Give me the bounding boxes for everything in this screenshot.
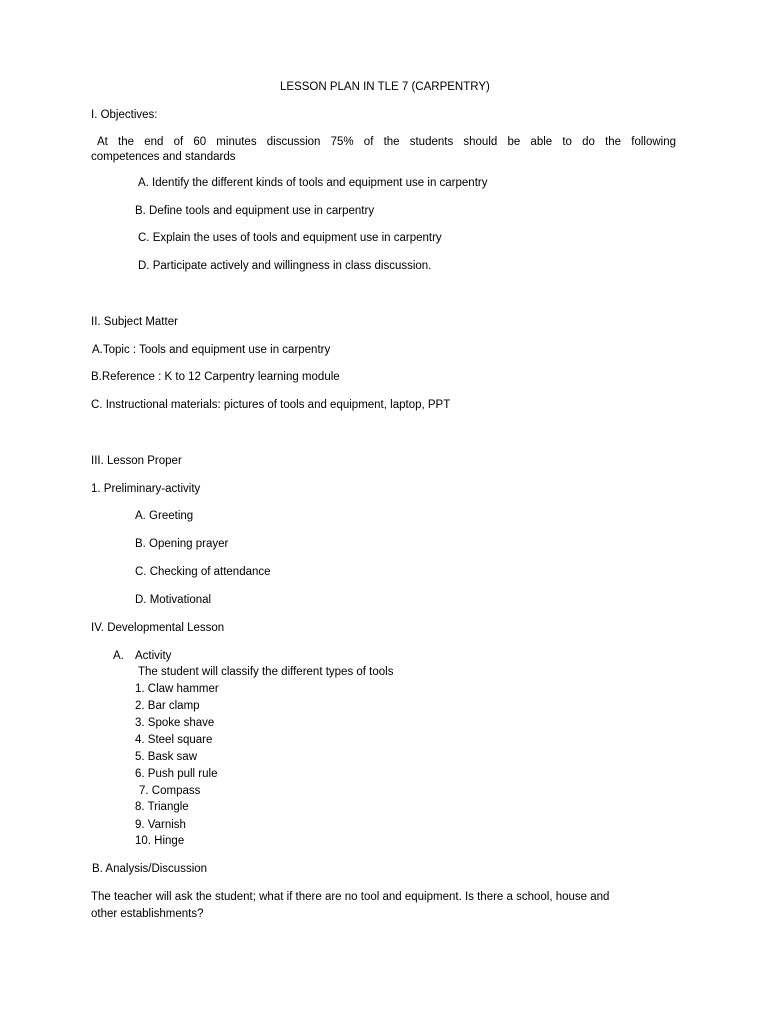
- preliminary-item: B. Opening prayer: [135, 538, 229, 550]
- tool-item: 9. Varnish: [135, 819, 186, 831]
- subject-materials: C. Instructional materials: pictures of tools and equipment, laptop, PPT: [91, 399, 451, 411]
- tool-item: 8. Triangle: [135, 801, 189, 813]
- developmental-heading: IV. Developmental Lesson: [91, 622, 225, 634]
- tool-item: 2. Bar clamp: [135, 700, 200, 712]
- tool-item: 3. Spoke shave: [135, 717, 215, 729]
- document-title: LESSON PLAN IN TLE 7 (CARPENTRY): [280, 81, 490, 93]
- subject-reference: B.Reference : K to 12 Carpentry learning module: [91, 371, 340, 383]
- tool-item: 1. Claw hammer: [135, 683, 219, 695]
- preliminary-item: D. Motivational: [135, 594, 212, 606]
- analysis-question-line1: The teacher will ask the student; what if there are no tool and equipment. Is there a school, house and: [91, 891, 610, 903]
- objective-item: D. Participate actively and willingness in class discussion.: [138, 260, 432, 272]
- tool-item: 10. Hinge: [135, 835, 185, 847]
- lesson-proper-heading: III. Lesson Proper: [91, 455, 182, 467]
- preliminary-item: A. Greeting: [135, 510, 194, 522]
- activity-instruction: The student will classify the different types of tools: [138, 666, 394, 678]
- preliminary-activity: 1. Preliminary-activity: [91, 483, 201, 495]
- objectives-intro-line2: competences and standards: [91, 151, 236, 163]
- tool-item: 4. Steel square: [135, 734, 213, 746]
- tool-item: 5. Bask saw: [135, 751, 197, 763]
- objective-item: B. Define tools and equipment use in carpentry: [135, 205, 375, 217]
- tool-item: 6. Push pull rule: [135, 768, 218, 780]
- objective-item: C. Explain the uses of tools and equipment use in carpentry: [138, 232, 442, 244]
- objectives-intro-line1: At the end of 60 minutes discussion 75% of the students should be able to do the following: [97, 136, 676, 148]
- subject-matter-heading: II. Subject Matter: [91, 316, 178, 328]
- analysis-question-line2: other establishments?: [91, 908, 204, 920]
- activity-label: Activity: [135, 650, 172, 662]
- tool-item: 7. Compass: [139, 785, 201, 797]
- objective-item: A. Identify the different kinds of tools and equipment use in carpentry: [138, 177, 488, 189]
- preliminary-item: C. Checking of attendance: [135, 566, 271, 578]
- objectives-heading: I. Objectives:: [91, 109, 158, 121]
- activity-letter: A.: [113, 650, 124, 662]
- subject-topic: A.Topic : Tools and equipment use in carpentry: [92, 344, 331, 356]
- analysis-heading: B. Analysis/Discussion: [92, 863, 208, 875]
